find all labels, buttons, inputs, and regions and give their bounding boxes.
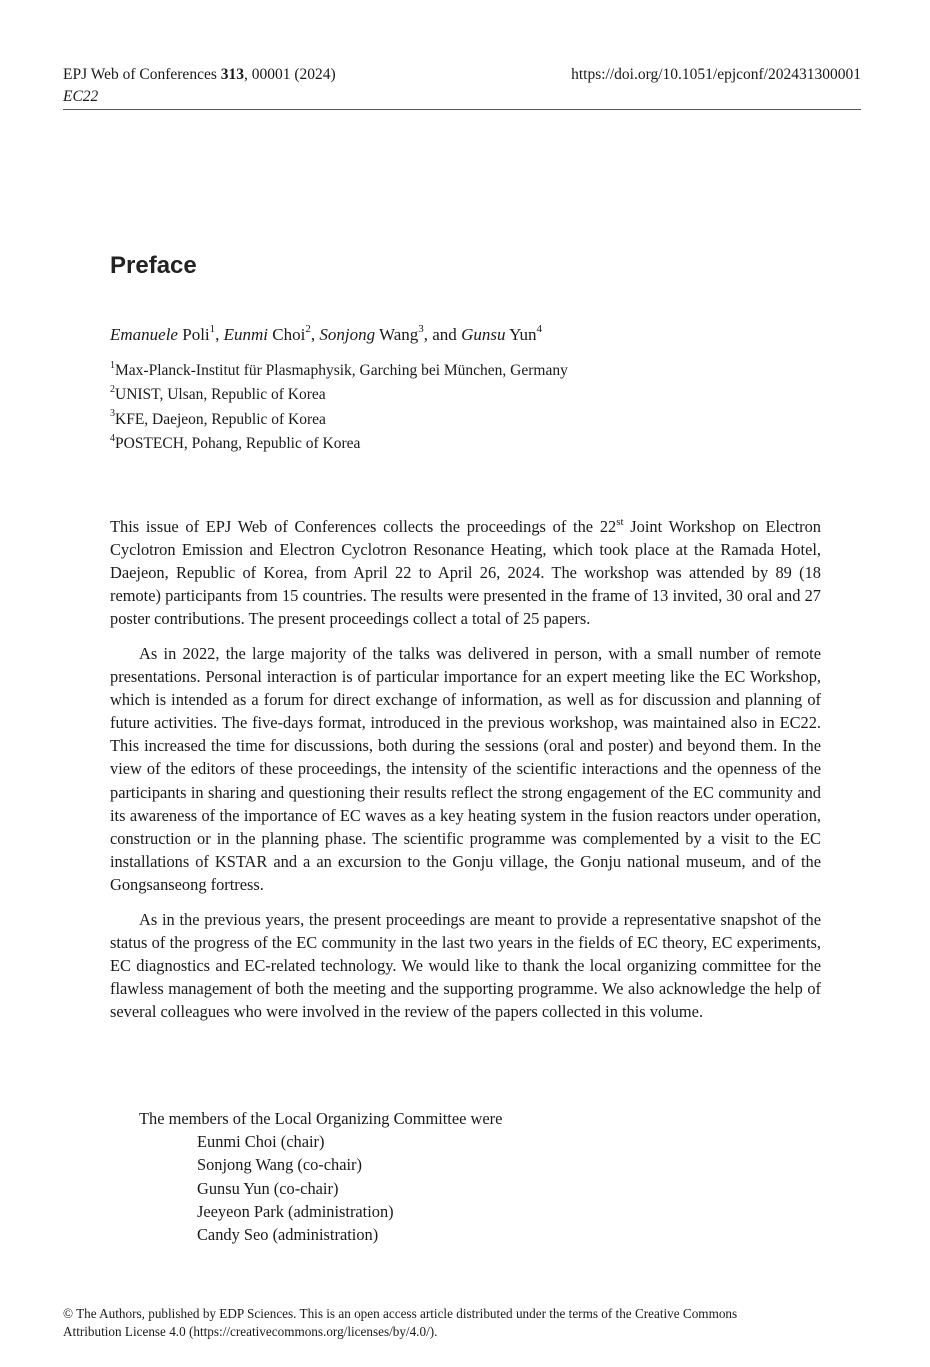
body-paragraph-1 — [110, 515, 821, 630]
affiliation-item — [110, 408, 568, 432]
affiliation-text: POSTECH, Pohang, Republic of Korea — [115, 434, 361, 452]
author-first-name: Eunmi — [223, 325, 269, 344]
author-last-name: Choi — [268, 325, 306, 344]
author-first-name: Sonjong — [319, 325, 376, 344]
author-affiliation-mark: 2 — [305, 323, 311, 336]
author-list — [110, 323, 542, 347]
preface-body — [110, 515, 821, 1035]
committee-member: Sonjong Wang (co-chair) — [197, 1155, 362, 1175]
license-footer — [63, 1305, 861, 1340]
affiliation-item — [110, 359, 568, 383]
page-title: Preface — [110, 252, 197, 279]
committee-member: Jeeyeon Park (administration) — [197, 1201, 394, 1221]
conference-series: EC22 — [63, 88, 99, 105]
author-separator: , — [215, 325, 224, 344]
affiliation-number: 3 — [110, 408, 115, 420]
affiliation-number: 1 — [110, 359, 115, 371]
affiliation-text: Max-Planck-Institut für Plasmaphysik, Garching bei München, Germany — [115, 362, 568, 379]
header-divider — [63, 109, 861, 110]
author-last-name: Wang — [375, 325, 419, 344]
affiliation-list — [110, 359, 568, 456]
author-affiliation-mark: 4 — [536, 323, 542, 336]
journal-citation — [63, 64, 336, 86]
volume-number: 313 — [220, 66, 244, 83]
author-separator: , — [310, 325, 320, 344]
committee-member: Eunmi Choi (chair) — [197, 1132, 325, 1152]
author-affiliation-mark: 3 — [418, 323, 424, 336]
committee-member: Gunsu Yun (co-chair) — [197, 1178, 339, 1198]
paragraph-text: This issue of EPJ Web of Conferences collects the proceedings of the 22 — [110, 517, 617, 536]
author-affiliation-mark: 1 — [209, 323, 216, 336]
affiliation-item — [110, 383, 568, 407]
body-paragraph-2: As in 2022, the large majority of the talks was delivered in person, with a small number of remote presentations. Personal interaction is of particular importance for an expert meeting like the EC Workshop, which is intended as a forum for direct exchange of information, as well as for discussion and planning of future activities. The five-days format, introduced in the previous workshop, was maintained also in EC22. This increased the time for discussions, both during the sessions (oral and poster) and beyond them. In the view of the editors of these proceedings, the intensity of the scientific interactions and the openness of the participants in sharing and questioning their results reflect the strong engagement of the EC community and its awareness of the importance of EC waves as a key heating system in the fusion reactors under operation, construction or in the planning phase. The scientific programme was complemented by a visit to the EC installations of KSTAR and a an excursion to the Gonju village, the Gonju national museum, and of the Gongsanseong fortress. — [110, 644, 821, 894]
body-paragraph-3: As in the previous years, the present proceedings are meant to provide a representative snapshot of the status of the progress of the EC community in the last two years in the fields of EC theory, EC experiments, EC diagnostics and EC-related technology. We would like to thank the local organizing committee for the flawless management of both the meeting and the supporting programme. We also acknowledge the help of several colleagues who were involved in the review of the papers collected in this volume. — [110, 909, 821, 1021]
journal-name: EPJ Web of Conferences — [63, 66, 221, 83]
author-last-name: Poli — [177, 325, 210, 344]
article-number: , 00001 (2024) — [243, 66, 336, 83]
author-first-name: Emanuele — [110, 325, 178, 344]
affiliation-number: 2 — [110, 384, 115, 396]
committee-intro: The members of the Local Organizing Committee were — [139, 1109, 503, 1128]
paragraph-text: Joint Workshop on Electron Cyclotron Emission and Electron Cyclotron Resonance Heating, which took place at the Ramada Hotel, Daejeon, Republic of Korea, from April 22 to April 26, 2024. The workshop was attended by 89 (18 remote) participants from 15 countries. The results were presented in the frame of 13 invited, 30 oral and 27 poster contributions. The present proceedings collect a total of 25 papers. — [110, 517, 821, 629]
doi-link[interactable]: https://doi.org/10.1051/epjconf/202431300001 — [571, 66, 861, 83]
license-line-2: Attribution License 4.0 (https://creativecommons.org/licenses/by/4.0/). — [63, 1323, 438, 1339]
committee-member: Candy Seo (administration) — [197, 1225, 379, 1245]
ordinal-suffix: st — [616, 515, 624, 528]
license-line-1: © The Authors, published by EDP Sciences. This is an open access article distributed under the terms of the Creative Commons — [63, 1306, 738, 1321]
affiliation-item — [110, 432, 568, 456]
author-first-name: Gunsu — [461, 325, 506, 344]
affiliation-text: KFE, Daejeon, Republic of Korea — [115, 410, 326, 428]
author-last-name: Yun — [505, 325, 537, 344]
affiliation-text: UNIST, Ulsan, Republic of Korea — [115, 386, 326, 404]
author-separator: , and — [423, 325, 462, 344]
organizing-committee — [139, 1107, 502, 1246]
affiliation-number: 4 — [110, 432, 115, 444]
